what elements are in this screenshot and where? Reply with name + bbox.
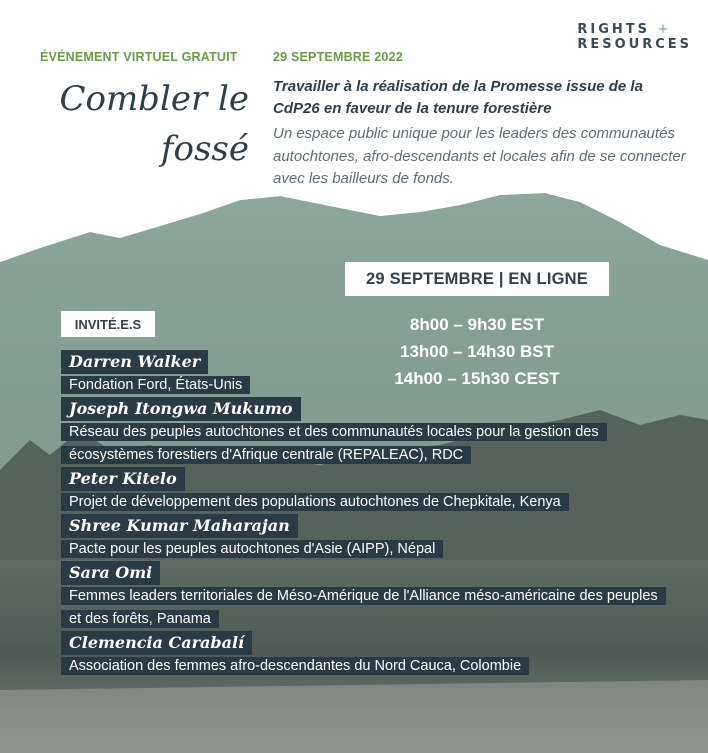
guest-entry [61,561,661,631]
time-est: 8h00 – 9h30 EST [409,315,545,334]
rights-resources-logo: RIGHTS + RESOURCES [577,22,692,52]
date-banner: 29 SEPTEMBRE | EN LIGNE [345,262,609,296]
event-date-label: 29 SEPTEMBRE 2022 [273,50,403,64]
guest-org: Femmes leaders territoriales de Méso-Amérique de l'Alliance méso-américaine des peuples et des forêts, Panama [61,585,661,631]
time-cest: 14h00 – 15h30 CEST [394,369,560,388]
guest-name: Peter Kitelo [61,467,185,491]
page-title: Combler le fossé [59,79,249,169]
guest-entry [61,631,661,678]
guest-entry [61,350,661,397]
event-type-label: ÉVÉNEMENT VIRTUEL GRATUIT [40,50,238,64]
guest-list [61,350,661,678]
guest-name: Clemencia Carabalí [61,631,252,655]
guest-org: Association des femmes afro-descendantes du Nord Cauca, Colombie [61,655,661,678]
subtitle: Travailler à la réalisation de la Promesse issue de la CdP26 en faveur de la tenure forestière [273,78,643,117]
time-bst: 13h00 – 14h30 BST [399,342,555,361]
guest-entry [61,397,661,467]
guest-org: Projet de développement des populations autochtones de Chepkitale, Kenya [61,491,661,514]
guest-entry [61,514,661,561]
guest-org: Fondation Ford, États-Unis [61,374,661,397]
guest-entry [61,467,661,514]
guest-name: Sara Omi [61,561,160,585]
guest-org: Réseau des peuples autochtones et des communautés locales pour la gestion des écosystèmes forestiers d'Afrique centrale (REPALEAC), RDC [61,421,661,467]
guest-name: Joseph Itongwa Mukumo [61,397,301,421]
guest-name: Shree Kumar Maharajan [61,514,298,538]
guests-label: INVITÉ.E.S [61,311,155,337]
guest-name: Darren Walker [61,350,208,374]
guest-org: Pacte pour les peuples autochtones d'Asie (AIPP), Népal [61,538,661,561]
description: Un espace public unique pour les leaders des communautés autochtones, afro-descendants et locales afin de se connecter avec les bailleurs de fonds. [273,125,686,187]
